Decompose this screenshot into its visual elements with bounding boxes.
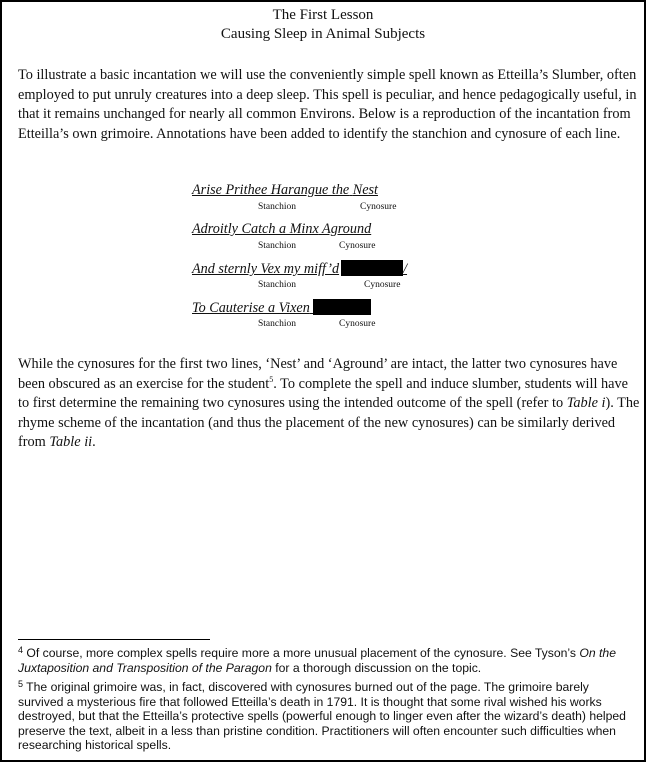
cynosure-text: Nest xyxy=(352,182,378,198)
stanchion-text: Adroitly Catch a Minx xyxy=(192,221,319,237)
lesson-title xyxy=(2,6,644,44)
title-line-1: The First Lesson xyxy=(272,7,374,23)
redacted-cynosure xyxy=(313,299,371,315)
stanchion-label: Stanchion xyxy=(258,319,296,329)
table-reference-i: Table i xyxy=(566,395,606,411)
body-text-2: . To complete the spell and induce slumber, students will have to first determine the remaining two cynosures using the intended outcome of the spell (refer to xyxy=(18,375,629,411)
footnote-number: 5 xyxy=(18,679,24,689)
cynosure-label: Cynosure xyxy=(339,319,376,329)
body-text-4: . xyxy=(92,434,96,450)
intro-paragraph xyxy=(18,66,640,144)
footnote-5 xyxy=(18,680,636,753)
stanchion-label: Stanchion xyxy=(258,202,296,212)
incantation-line-2 xyxy=(192,221,452,238)
footnote-separator xyxy=(18,639,210,640)
intro-text: To illustrate a basic incantation we will use the conveniently simple spell known as Etteilla’s Slumber, often employed to put unruly creatures into a deep sleep. This spell is peculiar, and hence pedagogically useful, in that it remains unchanged for nearly all common Environs. Below is a reproduction of the incantation from Etteilla’s own grimoire. Annotations have been added to identify the stanchion and cynosure of each line. xyxy=(18,67,637,142)
stanchion-label: Stanchion xyxy=(258,280,296,290)
footnote-4 xyxy=(18,646,636,675)
incantation-line-3: And sternly Vex my miff’d / xyxy=(192,261,408,277)
footnote-citation: On the Juxtaposition and Transposition of the Paragon xyxy=(18,646,616,675)
cynosure-label: Cynosure xyxy=(364,280,401,290)
stanchion-text: And sternly Vex my miff’d xyxy=(192,261,340,277)
cynosure-text: Aground xyxy=(322,221,372,237)
incantation-line-1 xyxy=(192,182,452,199)
footnote-text: Of course, more complex spells require more a more unusual placement of the cynosure. See Tyson’s xyxy=(23,646,580,660)
redacted-cynosure xyxy=(341,260,403,276)
footnote-number: 4 xyxy=(18,645,24,655)
incantation-line-4 xyxy=(192,299,452,317)
footnote-ref-5[interactable]: 5 xyxy=(269,374,274,384)
footnote-text: The original grimoire was, in fact, discovered with cynosures burned out of the page. The grimoire barely survived a mysterious fire that followed Etteilla’s death in 1791. It is thought that some rival wished his works destroyed, but that the Etteilla’s protective spells (powerful enough to linger even after the wizard’s death) helped preserve the text, albeit in a less than pristine condition. Practitioners will often encounter such difficulties when researching historical spells. xyxy=(18,680,626,753)
body-text-3: ). The rhyme scheme of the incantation (and thus the placement of the new cynosures) can be similarly derived from xyxy=(18,395,640,450)
table-reference-ii: Table ii xyxy=(49,434,93,450)
footnote-text: for a thorough discussion on the topic. xyxy=(271,660,482,675)
title-line-2: Causing Sleep in Animal Subjects xyxy=(220,26,426,42)
cynosure-label: Cynosure xyxy=(360,202,397,212)
stanchion-text: Arise Prithee Harangue the xyxy=(192,182,350,198)
cynosure-label: Cynosure xyxy=(339,241,376,251)
body-paragraph xyxy=(18,355,640,453)
body-text-1: While the cynosures for the first two lines, ‘Nest’ and ‘Aground’ are intact, the latter two cynosures have been obscured as an exercise for the student xyxy=(18,356,618,392)
stanchion-text: To Cauterise a Vixen xyxy=(192,300,310,316)
stanchion-label: Stanchion xyxy=(258,241,296,251)
